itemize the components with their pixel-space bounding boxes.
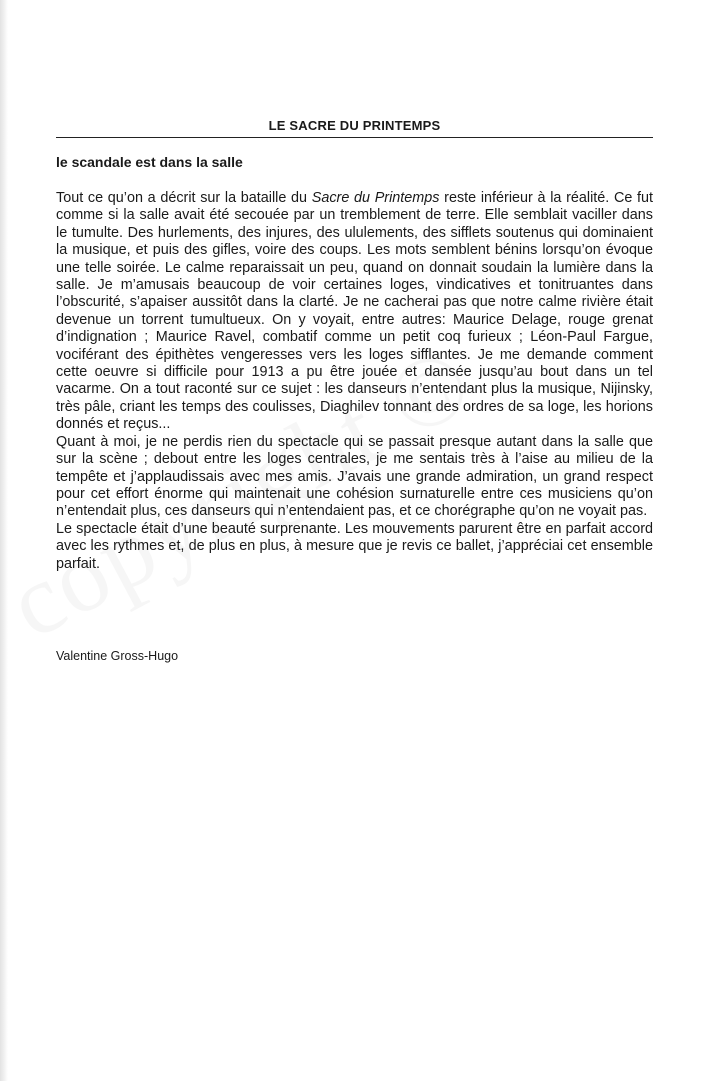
header-rule [56, 137, 653, 138]
body-text [56, 180, 653, 573]
paragraph-1 [56, 190, 653, 434]
paragraph-2: Quant à moi, je ne perdis rien du spectacle qui se passait presque autant dans la salle que sur la scène ; debout entre les loges centrales, je me sentais très à l’aise au milieu de la tempête et j’applaudissais avec mes amis. J’avais une grande admiration, un grand respect pour cet effort énorme qui maintenait une cohésion surnaturelle entre ces musiciens qu’on n’entendait plus, ces danseurs qui n’entendaient pas, et ce chorégraphe qu’on ne voyait pas. [56, 433, 653, 520]
author-signature: Valentine Gross-Hugo [56, 649, 179, 663]
paragraph-3: Le spectacle était d’une beauté surprenante. Les mouvements parurent être en parfait accord avec les rythmes et, de plus en plus, à mesure que je revis ce ballet, j’appréciai cet ensemble parfait. [56, 520, 653, 572]
paragraph-1-rest: reste inférieur à la réalité. Ce fut comme si la salle avait été secouée par un tremblement de terre. Elle semblait vaciller dans le tumulte. Des hurlements, des injures, des ululements, des sifflets soutenus qui dominaient la musique, et puis des gifles, voire des coups. Les mots semblent bénins lorsqu’on évoque une telle soirée. Le calme reparaissait un peu, quand on donnait soudain la lumière dans la salle. Je m’amusais beaucoup de voir certaines loges, vindicatives et tonitruantes dans l’obscurité, s’apaiser aussitôt dans la clarté. Je ne cacherai pas que notre calme rivière était devenue un torrent tumultueux. On y voyait, entre autres: Maurice Delage, rouge grenat d’indignation ; Maurice Ravel, combatif comme un petit coq furieux ; Léon-Paul Fargue, vociférant des épithètes vengeresses vers les loges sifflantes. Je me demande comment cette oeuvre si difficile pour 1913 a pu être jouée et dansée jusqu’au bout dans un tel vacarme. On a tout raconté sur ce sujet : les danseurs n’entendant plus la musique, Nijinsky, très pâle, criant les temps des coulisses, Diaghilev tonnant des ordres de sa loge, les horions donnés et reçus... [56, 190, 654, 433]
section-title: le scandale est dans la salle [56, 154, 243, 170]
running-head: LE SACRE DU PRINTEMPS [268, 118, 441, 133]
paragraph-1-start: Tout ce qu’on a décrit sur la bataille du [56, 190, 312, 206]
work-title-italic: Sacre du Printemps [311, 190, 440, 206]
page-spine-shadow [0, 0, 8, 1081]
